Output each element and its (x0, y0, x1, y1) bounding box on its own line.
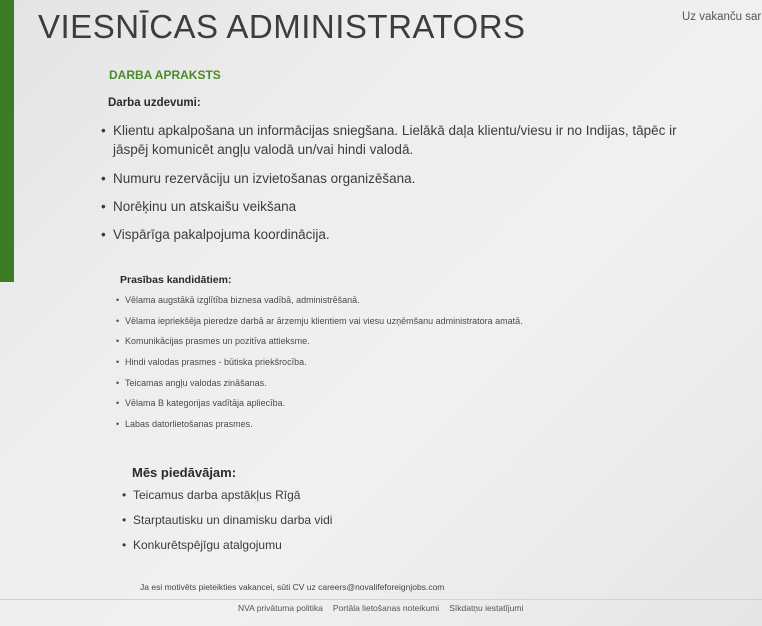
requirements-heading: Prasības kandidātiem: (120, 274, 232, 286)
list-item: • Starptautisku un dinamisku darba vidi (133, 512, 533, 529)
list-item: • Labas datorlietošanas prasmes. (125, 418, 725, 430)
tasks-list (113, 121, 713, 253)
list-item: • Numuru rezervāciju un izvietošanas organizēšana. (113, 169, 713, 188)
list-item: • Komunikācijas prasmes un pozitīva attieksme. (125, 335, 725, 347)
list-item: • Hindi valodas prasmes - būtiska priekšrocība. (125, 356, 725, 368)
list-item: • Vispārīga pakalpojuma koordinācija. (113, 225, 713, 244)
back-to-vacancies-link[interactable]: Uz vakanču sar (682, 11, 762, 23)
page-title: VIESNĪCAS ADMINISTRATORS (38, 8, 526, 45)
section-heading-job-description: DARBA APRAKSTS (109, 68, 221, 82)
list-item: • Norēķinu un atskaišu veikšana (113, 197, 713, 216)
list-item: • Vēlama B kategorijas vadītāja apliecība. (125, 397, 725, 409)
side-accent-bar (0, 0, 14, 282)
footer-links (238, 603, 523, 613)
tasks-heading: Darba uzdevumi: (108, 97, 201, 109)
cookie-settings-link[interactable]: Sīkdatņu iestatījumi (449, 603, 524, 613)
offer-heading: Mēs piedāvājam: (132, 465, 237, 480)
privacy-policy-link[interactable]: NVA privātuma politika (238, 603, 323, 613)
apply-note: Ja esi motivēts pieteikties vakancei, sūti CV uz careers@novalifeforeignjobs.com (140, 582, 445, 592)
list-item: • Teicamus darba apstākļus Rīgā (133, 487, 533, 504)
terms-of-use-link[interactable]: Portāla lietošanas noteikumi (332, 603, 440, 613)
list-item: • Vēlama iepriekšēja pieredze darbā ar ārzemju klientiem vai viesu uzņēmšanu administratora amatā. (125, 315, 725, 327)
list-item: • Vēlama augstākā izglītība biznesa vadībā, administrēšanā. (125, 294, 725, 306)
offers-list (133, 487, 533, 562)
list-item: • Konkurētspējīgu atalgojumu (133, 537, 533, 554)
list-item: • Teicamas angļu valodas zināšanas. (125, 377, 725, 389)
list-item: • Klientu apkalpošana un informācijas sniegšana. Lielākā daļa klientu/viesu ir no Indijas, tāpēc ir jāspēj komunicēt angļu valodā un/vai hindi valodā. (113, 121, 713, 159)
requirements-list (125, 294, 725, 439)
footer-divider (0, 599, 762, 600)
